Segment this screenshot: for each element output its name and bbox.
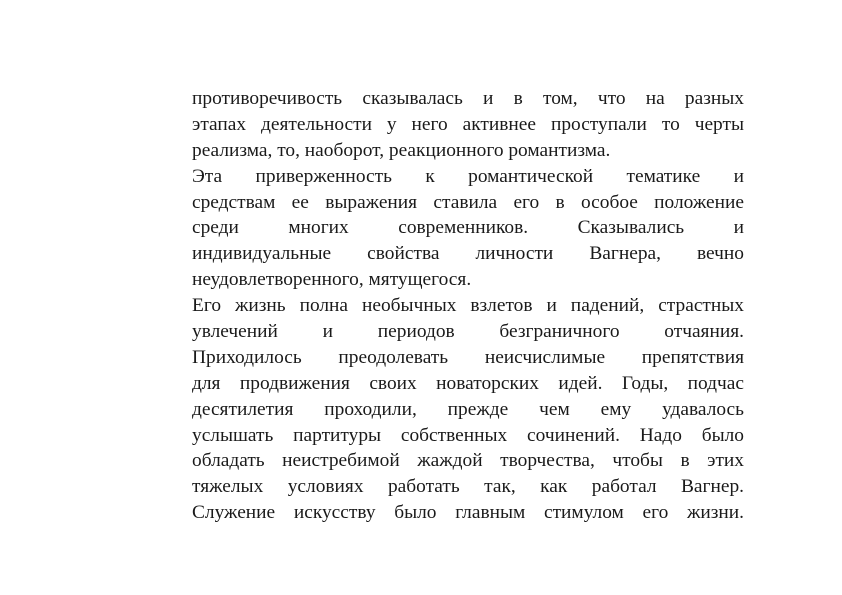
text-line: индивидуальные свойства личности Вагнера, вечно [192,243,744,265]
text-line: противоречивость сказывалась и в том, что на разных [192,88,744,109]
body-text [192,86,744,526]
text-line: средствам ее выражения ставила его в особое положение [192,191,744,213]
text-line: среди многих современников. Сказывались и [192,217,744,239]
text-line: для продвижения своих новаторских идей. Годы, подчас [192,372,744,394]
text-line: реализма, то, наоборот, реакционного романтизма. [192,139,611,161]
text-line: услышать партитуры собственных сочинений. Надо было [192,424,744,446]
text-line: увлечений и периодов безграничного отчаяния. [192,321,744,343]
text-line: Приходилось преодолевать неисчислимые препятствия [192,346,744,368]
text-line: Эта приверженность к романтической тематике и [192,165,744,187]
text-line: тяжелых условиях работать так, как работал Вагнер. [192,476,744,498]
text-line: Его жизнь полна необычных взлетов и падений, страстных [192,295,744,317]
text-line: Служение искусству было главным стимулом его жизни. [192,502,744,524]
text-line: обладать неистребимой жаждой творчества, чтобы в этих [192,450,744,472]
text-line: десятилетия проходили, прежде чем ему удавалось [192,398,744,420]
text-line: неудовлетворенного, мятущегося. [192,269,472,291]
text-line: этапах деятельности у него активнее проступали то черты [192,113,744,135]
